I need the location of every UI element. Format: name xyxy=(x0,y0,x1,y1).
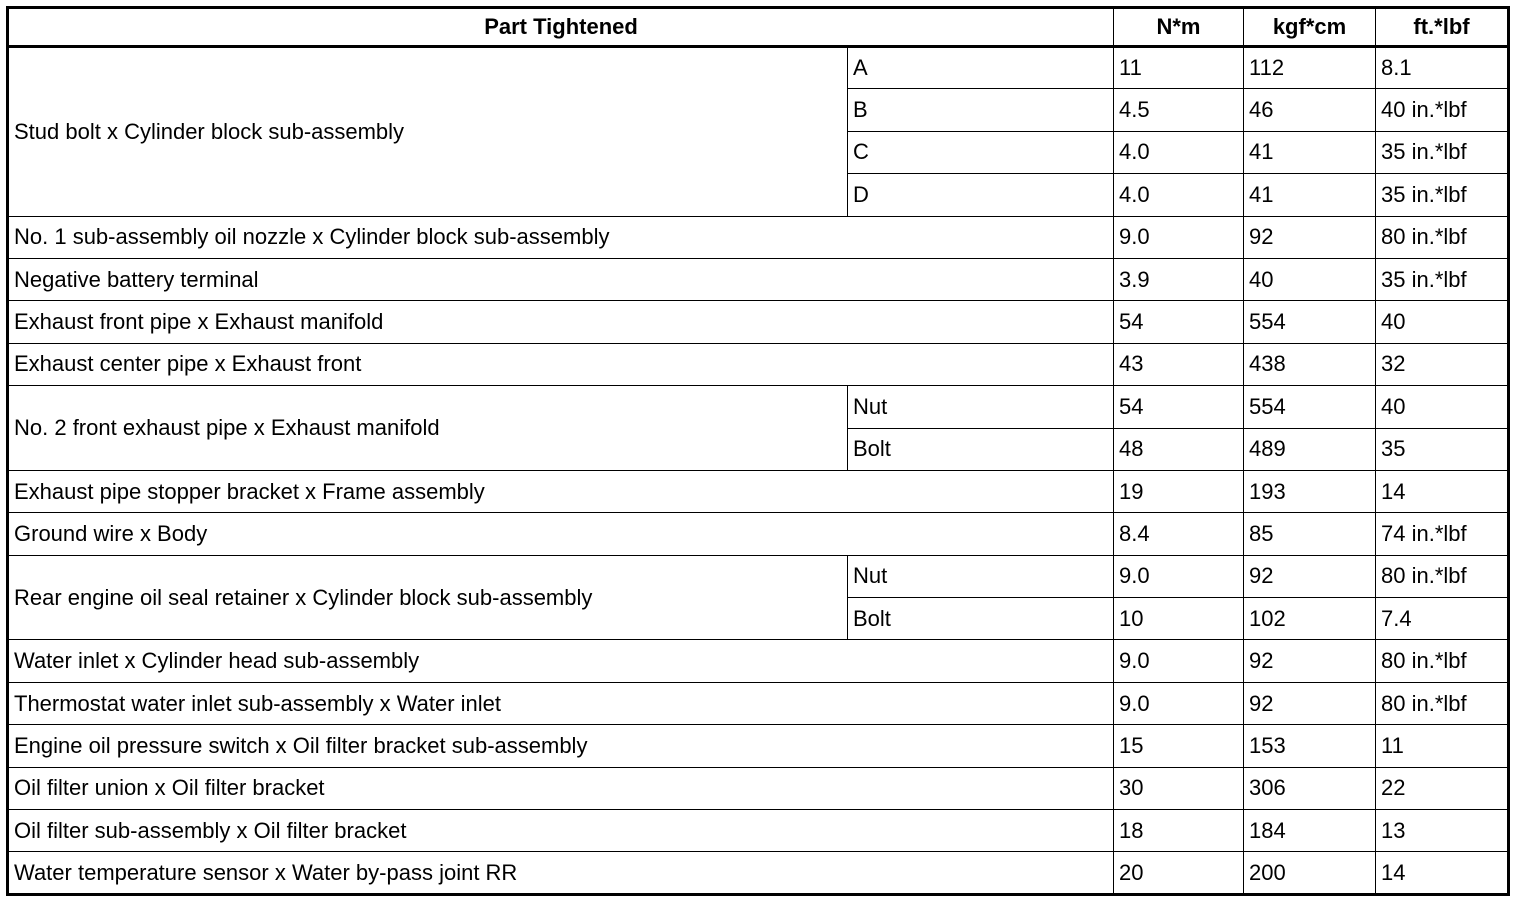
kgf-cell: 40 xyxy=(1244,258,1376,300)
ft-cell: 14 xyxy=(1376,470,1509,512)
ft-cell: 22 xyxy=(1376,767,1509,809)
nm-cell: 11 xyxy=(1114,47,1244,89)
part-cell: Oil filter union x Oil filter bracket xyxy=(8,767,1114,809)
kgf-cell: 554 xyxy=(1244,301,1376,343)
part-cell: Water inlet x Cylinder head sub-assembly xyxy=(8,640,1114,682)
sub-part-cell: A xyxy=(848,47,1114,89)
kgf-cell: 92 xyxy=(1244,682,1376,724)
kgf-cell: 489 xyxy=(1244,428,1376,470)
table-row xyxy=(8,640,1509,682)
kgf-cell: 193 xyxy=(1244,470,1376,512)
ft-cell: 11 xyxy=(1376,725,1509,767)
table-row xyxy=(8,216,1509,258)
kgf-cell: 85 xyxy=(1244,513,1376,555)
torque-spec-table xyxy=(6,6,1510,896)
sub-part-cell: B xyxy=(848,89,1114,131)
part-cell: No. 1 sub-assembly oil nozzle x Cylinder block sub-assembly xyxy=(8,216,1114,258)
nm-cell: 48 xyxy=(1114,428,1244,470)
nm-cell: 19 xyxy=(1114,470,1244,512)
ft-cell: 74 in.*lbf xyxy=(1376,513,1509,555)
sub-part-cell: C xyxy=(848,131,1114,173)
table-row xyxy=(8,470,1509,512)
part-cell: Exhaust center pipe x Exhaust front xyxy=(8,343,1114,385)
nm-cell: 4.5 xyxy=(1114,89,1244,131)
kgf-cell: 112 xyxy=(1244,47,1376,89)
header-kgf-cm: kgf*cm xyxy=(1244,8,1376,47)
table-row xyxy=(8,767,1509,809)
part-cell: Exhaust pipe stopper bracket x Frame assembly xyxy=(8,470,1114,512)
ft-cell: 14 xyxy=(1376,852,1509,895)
nm-cell: 18 xyxy=(1114,810,1244,852)
ft-cell: 40 xyxy=(1376,386,1509,428)
nm-cell: 9.0 xyxy=(1114,682,1244,724)
kgf-cell: 92 xyxy=(1244,555,1376,597)
part-cell: Negative battery terminal xyxy=(8,258,1114,300)
table-row xyxy=(8,343,1509,385)
nm-cell: 10 xyxy=(1114,598,1244,640)
kgf-cell: 41 xyxy=(1244,131,1376,173)
part-cell: Rear engine oil seal retainer x Cylinder block sub-assembly xyxy=(8,555,848,640)
kgf-cell: 200 xyxy=(1244,852,1376,895)
nm-cell: 15 xyxy=(1114,725,1244,767)
header-ft-lbf: ft.*lbf xyxy=(1376,8,1509,47)
ft-cell: 35 in.*lbf xyxy=(1376,174,1509,216)
kgf-cell: 41 xyxy=(1244,174,1376,216)
nm-cell: 8.4 xyxy=(1114,513,1244,555)
ft-cell: 40 in.*lbf xyxy=(1376,89,1509,131)
table-row xyxy=(8,513,1509,555)
nm-cell: 54 xyxy=(1114,301,1244,343)
part-cell: Ground wire x Body xyxy=(8,513,1114,555)
ft-cell: 35 in.*lbf xyxy=(1376,131,1509,173)
ft-cell: 80 in.*lbf xyxy=(1376,555,1509,597)
sub-part-cell: D xyxy=(848,174,1114,216)
sub-part-cell: Nut xyxy=(848,555,1114,597)
nm-cell: 9.0 xyxy=(1114,555,1244,597)
part-cell: Oil filter sub-assembly x Oil filter bracket xyxy=(8,810,1114,852)
part-cell: Thermostat water inlet sub-assembly x Water inlet xyxy=(8,682,1114,724)
ft-cell: 80 in.*lbf xyxy=(1376,640,1509,682)
nm-cell: 43 xyxy=(1114,343,1244,385)
table-row xyxy=(8,301,1509,343)
table-row xyxy=(8,258,1509,300)
nm-cell: 4.0 xyxy=(1114,174,1244,216)
ft-cell: 32 xyxy=(1376,343,1509,385)
table-row xyxy=(8,386,1509,428)
kgf-cell: 102 xyxy=(1244,598,1376,640)
sub-part-cell: Nut xyxy=(848,386,1114,428)
kgf-cell: 92 xyxy=(1244,640,1376,682)
ft-cell: 13 xyxy=(1376,810,1509,852)
ft-cell: 80 in.*lbf xyxy=(1376,682,1509,724)
nm-cell: 9.0 xyxy=(1114,640,1244,682)
ft-cell: 8.1 xyxy=(1376,47,1509,89)
ft-cell: 35 in.*lbf xyxy=(1376,258,1509,300)
kgf-cell: 46 xyxy=(1244,89,1376,131)
kgf-cell: 184 xyxy=(1244,810,1376,852)
nm-cell: 4.0 xyxy=(1114,131,1244,173)
nm-cell: 54 xyxy=(1114,386,1244,428)
kgf-cell: 306 xyxy=(1244,767,1376,809)
part-cell: Stud bolt x Cylinder block sub-assembly xyxy=(8,47,848,217)
nm-cell: 30 xyxy=(1114,767,1244,809)
part-cell: Engine oil pressure switch x Oil filter bracket sub-assembly xyxy=(8,725,1114,767)
header-nm: N*m xyxy=(1114,8,1244,47)
ft-cell: 35 xyxy=(1376,428,1509,470)
header-row xyxy=(8,8,1509,47)
sub-part-cell: Bolt xyxy=(848,598,1114,640)
kgf-cell: 153 xyxy=(1244,725,1376,767)
ft-cell: 40 xyxy=(1376,301,1509,343)
header-part-tightened: Part Tightened xyxy=(8,8,1114,47)
part-cell: Water temperature sensor x Water by-pass joint RR xyxy=(8,852,1114,895)
table-row xyxy=(8,682,1509,724)
ft-cell: 7.4 xyxy=(1376,598,1509,640)
table-row xyxy=(8,852,1509,895)
nm-cell: 3.9 xyxy=(1114,258,1244,300)
table-row xyxy=(8,725,1509,767)
kgf-cell: 554 xyxy=(1244,386,1376,428)
part-cell: Exhaust front pipe x Exhaust manifold xyxy=(8,301,1114,343)
nm-cell: 20 xyxy=(1114,852,1244,895)
part-cell: No. 2 front exhaust pipe x Exhaust manifold xyxy=(8,386,848,471)
kgf-cell: 92 xyxy=(1244,216,1376,258)
ft-cell: 80 in.*lbf xyxy=(1376,216,1509,258)
sub-part-cell: Bolt xyxy=(848,428,1114,470)
nm-cell: 9.0 xyxy=(1114,216,1244,258)
table-row xyxy=(8,810,1509,852)
table-row xyxy=(8,555,1509,597)
kgf-cell: 438 xyxy=(1244,343,1376,385)
table-row xyxy=(8,47,1509,89)
